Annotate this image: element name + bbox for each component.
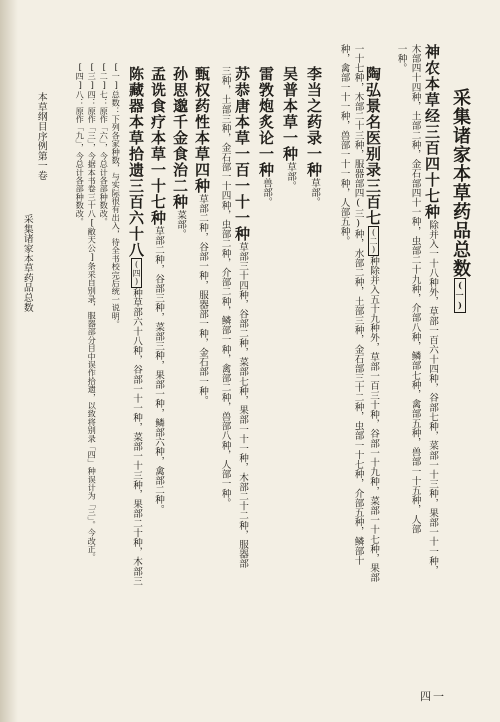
entry-shennong-cont-2: 一种。: [395, 44, 407, 73]
entry-sun-simiao: [172, 66, 188, 239]
footnote-3: [三]四：原作「三」，今据本书卷三十八[敝天公]条采自别录，服器部分目中误作拾遗，以致将别录「四」种误计为「三」。今改正。: [87, 62, 98, 562]
entry-chen-cangqi-title: 陈藏器本草拾遗三百六十八: [127, 66, 145, 258]
entry-lei-xiao-title: 雷敩炮炙论一种: [257, 66, 275, 178]
entry-shennong-cont-1: 木部四十四种，土部二种，金石部四十一种，虫部二十九种，介部八种，鳞部七种，禽部五种，兽部一十五种，人部: [409, 44, 421, 534]
entry-tao-hongjing-cont-2: 种，禽部一十一种，兽部一十一种，人部五种。: [338, 44, 350, 246]
entry-sun-simiao-details: 菜部。: [175, 210, 186, 239]
title-note: (一): [455, 280, 465, 311]
entry-meng-shen-title: 孟诜食疗本草一十七种: [149, 66, 167, 226]
title-text: 采集诸家本草药品总数: [450, 88, 471, 278]
entry-meng-shen: [150, 66, 166, 514]
page-title: [451, 88, 469, 313]
entry-chen-cangqi-details: 种草部六十八种，谷部一十一种，菜部一十三种，果部二十种，木部三: [131, 288, 142, 586]
footnote-2: [二]七：原作「六」，今总计各部种数改。: [99, 62, 110, 226]
entry-shennong-details: 除并入一十八种外，草部一百六十四种，谷部七种，菜部一十三种，果部一十一种，: [427, 220, 438, 576]
entry-zhen-quan-details: 草部二种，谷部一种，服器部一种，金石部一种。: [197, 194, 208, 406]
entry-su-gong-title: 苏恭唐本草一百一十一种: [233, 66, 251, 242]
entry-tao-hongjing-details: 种除并入五十九种外，草部一百三十种，谷部一十九种，菜部一十七种，果部: [368, 256, 379, 583]
entry-wu-pu-details: 草部。: [285, 162, 296, 191]
entry-wu-pu: [282, 66, 298, 191]
entry-su-gong: [234, 66, 250, 568]
entry-chen-cangqi: [128, 66, 144, 586]
footnote-1: [一]总数：下列各家种数，与实际很有出入，待全书校完后统一说明。: [111, 62, 122, 328]
entry-li-dangzhi-title: 李当之药录一种: [305, 66, 323, 178]
entry-li-dangzhi-details: 草部。: [309, 178, 320, 207]
entry-su-gong-details: 草部三十四种，谷部二种，菜部七种，果部一十一种，木部二十二种，服器部: [237, 242, 248, 569]
entry-tao-hongjing-title: 陶弘景名医别录三百七: [364, 66, 382, 226]
footnote-4: [四]八：原作「九」，今总计各部种数改。: [75, 62, 86, 226]
note-ref-4: (四): [132, 260, 141, 286]
entry-tao-hongjing-cont-1: 一十七种，木部二十三种，服器部四(三)种，水部二种，土部三种，金石部三十二种，虫部一十七种，介部五种，鳞部十: [352, 44, 364, 566]
entry-wu-pu-title: 吴普本草一种: [281, 66, 299, 162]
entry-tao-hongjing: [365, 66, 381, 582]
entry-lei-xiao: [258, 66, 274, 207]
binding-shadow: [0, 0, 18, 722]
page-number: 四一: [420, 690, 446, 703]
folio-book-title: 本草纲目序例第一卷: [35, 92, 47, 181]
entry-shennong: [424, 44, 440, 575]
entry-su-gong-cont: 三种，土部三种，金石部一十四种，虫部二种，介部二种，鳞部一种，禽部二种，兽部八种，人部一种。: [219, 66, 231, 508]
folio-section: 采集诸家本草药品总数: [21, 214, 33, 312]
entry-sun-simiao-title: 孙思邈千金食治二种: [171, 66, 189, 210]
entry-meng-shen-details: 草部二种，谷部三种，菜部三种，果部一种，鳞部六种，禽部二种。: [153, 226, 164, 514]
entry-li-dangzhi: [306, 66, 322, 207]
note-ref-2: (二): [369, 228, 378, 254]
entry-zhen-quan-title: 甄权药性本草四种: [193, 66, 211, 194]
entry-shennong-title: 神农本草经三百四十七种: [423, 44, 441, 220]
entry-zhen-quan: [194, 66, 210, 405]
entry-lei-xiao-details: 兽部。: [261, 178, 272, 207]
